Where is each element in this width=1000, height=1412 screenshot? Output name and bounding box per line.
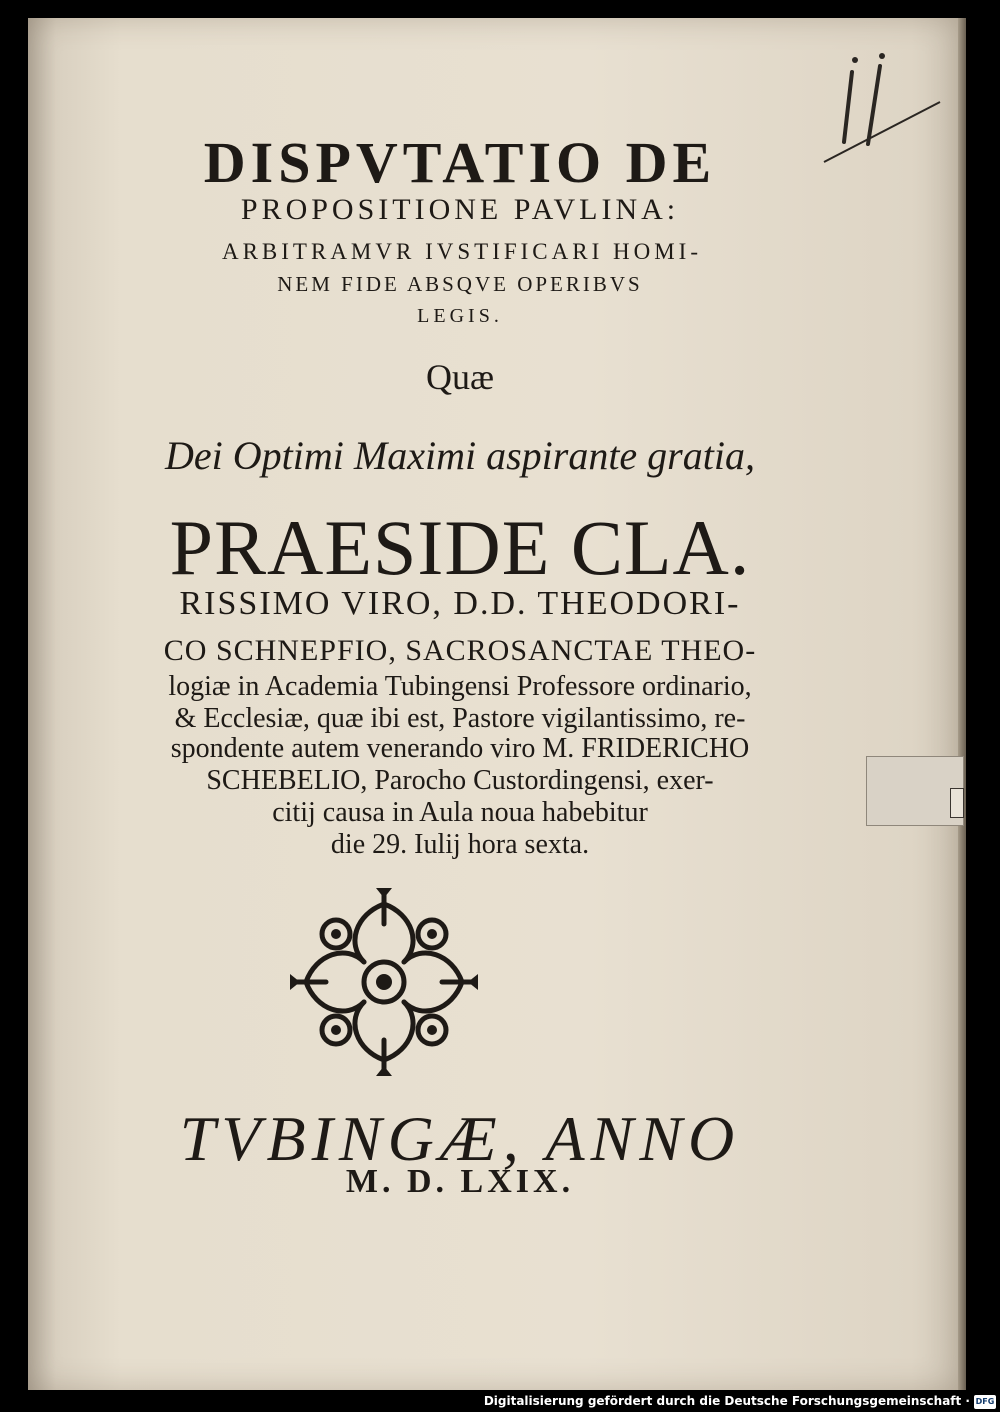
- printers-ornament: [286, 884, 482, 1080]
- praeses-line-8: die 29. Iulij hora sexta.: [330, 829, 590, 860]
- page-edge: [958, 18, 966, 1390]
- digitization-credit: Digitalisierung gefördert durch die Deutsche Forschungsgemeinschaft ·: [483, 1394, 970, 1408]
- title-line-5: LEGIS.: [417, 305, 503, 327]
- quae-line: Quæ: [425, 357, 494, 397]
- praeses-line-2: CO SCHNEPFIO, SACROSANCTAE THEO-: [163, 634, 757, 667]
- title-line-1: DISPVTATIO DE: [203, 130, 717, 195]
- title-line-3: ARBITRAMVR IVSTIFICARI HOMI-: [221, 239, 702, 264]
- invocation-line: Dei Optimi Maximi aspirante gratia,: [165, 433, 755, 478]
- title-line-2: PROPOSITIONE PAVLINA:: [240, 193, 680, 226]
- title-line-4: NEM FIDE ABSQVE OPERIBVS: [277, 272, 643, 296]
- praeses-line-6: SCHEBELIO, Parocho Custordingensi, exer-: [206, 765, 714, 796]
- imprint-place: TVBINGÆ, ANNO: [179, 1103, 741, 1174]
- imprint-year: M. D. LXIX.: [345, 1163, 575, 1200]
- praeses-line-1: RISSIMO VIRO, D.D. THEODORI-: [179, 585, 741, 622]
- praeses-line-4: & Ecclesiæ, quæ ibi est, Pastore vigilantissimo, re-: [174, 703, 746, 734]
- praeses-line-7: citij causa in Aula noua habebitur: [272, 797, 648, 828]
- praeses-line-5: spondente autem venerando viro M. FRIDERICHO: [170, 733, 750, 764]
- praeses-headline: PRAESIDE CLA.: [169, 504, 751, 591]
- praeses-line-3: logiæ in Academia Tubingensi Professore ordinario,: [168, 671, 752, 702]
- dfg-logo: DFG: [974, 1395, 996, 1409]
- tab-marker: [950, 788, 964, 818]
